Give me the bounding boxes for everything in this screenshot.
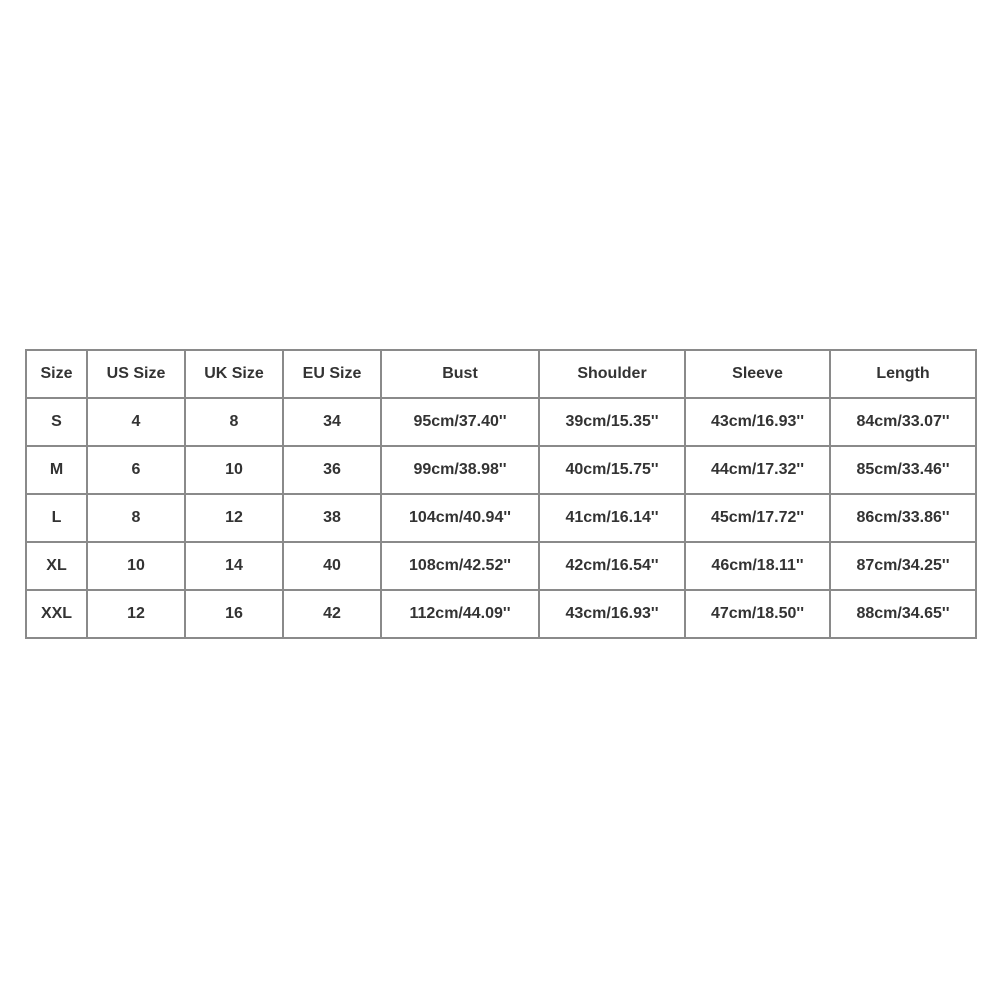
header-us-size: US Size xyxy=(87,350,185,398)
cell-size: S xyxy=(26,398,87,446)
cell-us-size: 8 xyxy=(87,494,185,542)
cell-sleeve: 47cm/18.50'' xyxy=(685,590,830,638)
table-row-l xyxy=(26,494,976,542)
cell-uk-size: 12 xyxy=(185,494,283,542)
size-chart-table xyxy=(25,349,977,639)
header-length: Length xyxy=(830,350,976,398)
header-uk-size: UK Size xyxy=(185,350,283,398)
cell-sleeve: 44cm/17.32'' xyxy=(685,446,830,494)
cell-sleeve: 43cm/16.93'' xyxy=(685,398,830,446)
cell-size: XL xyxy=(26,542,87,590)
cell-uk-size: 14 xyxy=(185,542,283,590)
cell-sleeve: 46cm/18.11'' xyxy=(685,542,830,590)
table-row-s xyxy=(26,398,976,446)
cell-length: 86cm/33.86'' xyxy=(830,494,976,542)
table-header-row xyxy=(26,350,976,398)
cell-size: L xyxy=(26,494,87,542)
header-bust: Bust xyxy=(381,350,539,398)
cell-shoulder: 42cm/16.54'' xyxy=(539,542,685,590)
table-row-xl xyxy=(26,542,976,590)
header-sleeve: Sleeve xyxy=(685,350,830,398)
table-row-xxl xyxy=(26,590,976,638)
cell-eu-size: 38 xyxy=(283,494,381,542)
cell-size: XXL xyxy=(26,590,87,638)
table-row-m xyxy=(26,446,976,494)
cell-us-size: 10 xyxy=(87,542,185,590)
header-size: Size xyxy=(26,350,87,398)
cell-bust: 95cm/37.40'' xyxy=(381,398,539,446)
cell-uk-size: 16 xyxy=(185,590,283,638)
cell-us-size: 12 xyxy=(87,590,185,638)
cell-eu-size: 42 xyxy=(283,590,381,638)
cell-bust: 108cm/42.52'' xyxy=(381,542,539,590)
cell-bust: 112cm/44.09'' xyxy=(381,590,539,638)
cell-eu-size: 36 xyxy=(283,446,381,494)
cell-shoulder: 39cm/15.35'' xyxy=(539,398,685,446)
cell-uk-size: 10 xyxy=(185,446,283,494)
cell-sleeve: 45cm/17.72'' xyxy=(685,494,830,542)
cell-length: 87cm/34.25'' xyxy=(830,542,976,590)
header-shoulder: Shoulder xyxy=(539,350,685,398)
cell-size: M xyxy=(26,446,87,494)
cell-eu-size: 40 xyxy=(283,542,381,590)
cell-us-size: 4 xyxy=(87,398,185,446)
cell-bust: 104cm/40.94'' xyxy=(381,494,539,542)
cell-length: 84cm/33.07'' xyxy=(830,398,976,446)
cell-bust: 99cm/38.98'' xyxy=(381,446,539,494)
cell-uk-size: 8 xyxy=(185,398,283,446)
cell-shoulder: 40cm/15.75'' xyxy=(539,446,685,494)
cell-shoulder: 41cm/16.14'' xyxy=(539,494,685,542)
cell-us-size: 6 xyxy=(87,446,185,494)
cell-length: 85cm/33.46'' xyxy=(830,446,976,494)
cell-shoulder: 43cm/16.93'' xyxy=(539,590,685,638)
cell-eu-size: 34 xyxy=(283,398,381,446)
header-eu-size: EU Size xyxy=(283,350,381,398)
cell-length: 88cm/34.65'' xyxy=(830,590,976,638)
